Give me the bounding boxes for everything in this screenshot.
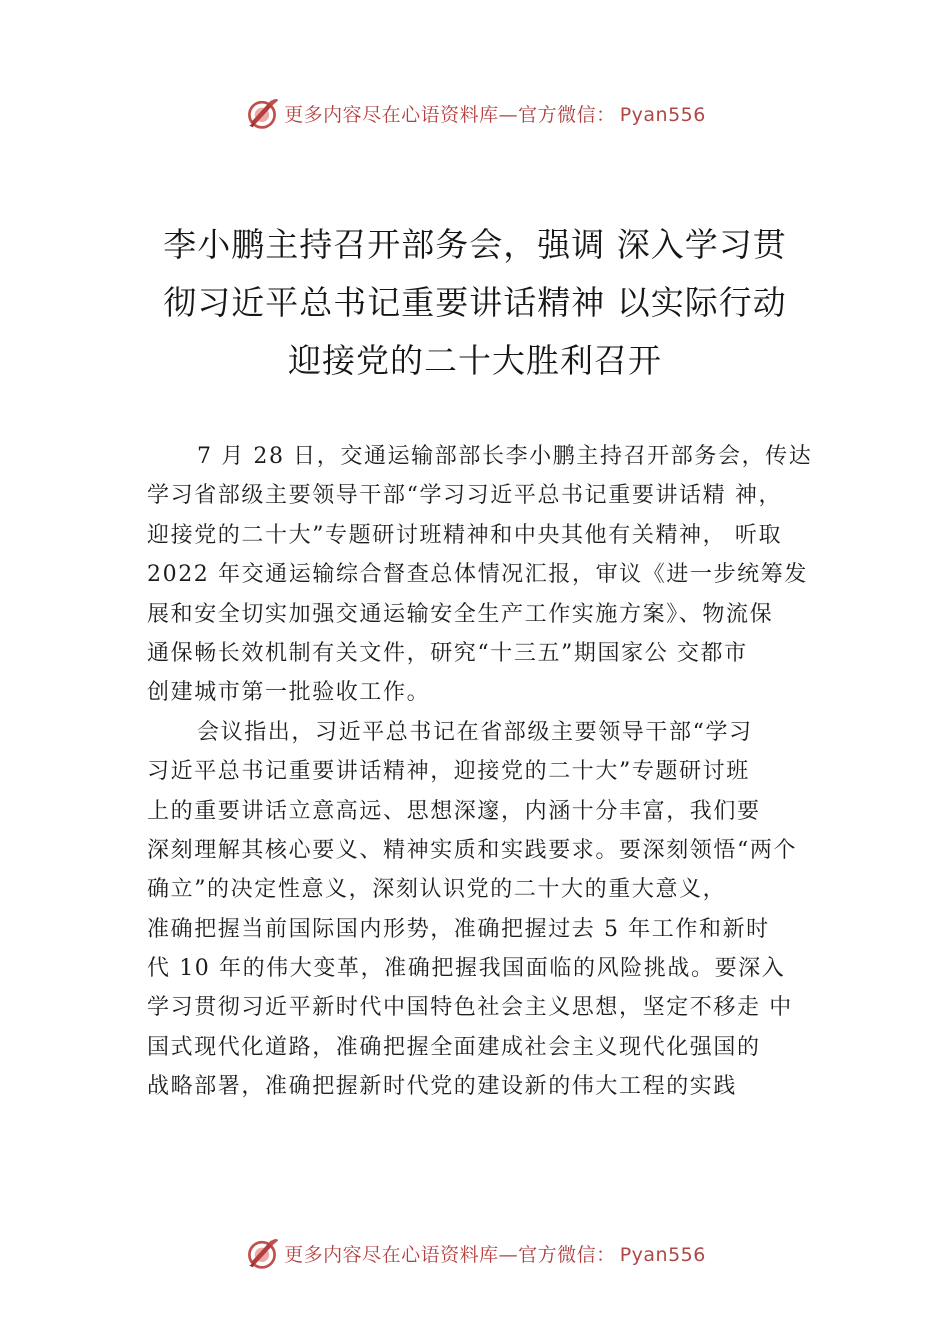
text-line: 展和安全切实加强交通运输安全生产工作实施方案》、物流保 [147,601,774,627]
text-line: 7 月 28 日，交通运输部部长李小鹏主持召开部务会，传达 [197,444,813,469]
title-line: 彻习近平总书记重要讲话精神 以实际行动 [163,283,787,322]
text-line: 会议指出，习近平总书记在省部级主要领导干部“学习 [197,719,753,745]
banner-main-text: 更多内容尽在心语资料库 [284,103,499,126]
header-banner [0,91,950,135]
banner-wechat-label: 官方微信： [518,1243,616,1266]
text-line: 习近平总书记重要讲话精神，迎接党的二十大”专题研讨班 [147,759,750,785]
article-title [130,216,820,390]
banner-dash: — [498,103,519,126]
banner-wechat-id: Pyan556 [619,103,706,126]
text-line: 战略部署，准确把握新时代党的建设新的伟大工程的实践 [147,1074,738,1100]
text-line: 国式现代化道路，准确把握全面建成社会主义现代化强国的 [147,1034,761,1060]
text-line: 学习贯彻习近平新时代中国特色社会主义思想，坚定不移走 中 [147,995,793,1021]
text-line: 确立”的决定性意义，深刻认识党的二十大的重大意义， [147,877,727,903]
banner-wechat-label: 官方微信： [518,103,616,126]
text-line: 准确把握当前国际国内形势，准确把握过去 5 年工作和新时 [147,916,770,942]
banner-text [284,100,706,127]
quill-pen-logo-icon [244,95,280,131]
footer-banner [0,1231,950,1275]
text-line: 学习省部级主要领导干部“学习习近平总书记重要讲话精 神， [147,483,783,509]
banner-text [284,1240,706,1267]
article-body [147,437,837,1107]
title-line: 迎接党的二十大胜利召开 [288,341,662,380]
text-line: 代 10 年的伟大变革，准确把握我国面临的风险挑战。要深入 [147,956,786,982]
quill-pen-logo-icon [244,1235,280,1271]
text-line: 通保畅长效机制有关文件，研究“十三五”期国家公 交都市 [147,640,748,666]
title-line: 李小鹏主持召开部务会，强调 深入学习贯 [163,225,787,264]
text-line: 上的重要讲话立意高远、思想深邃，内涵十分丰富，我们要 [147,798,761,824]
text-line: 深刻理解其核心要义、精神实质和实践要求。要深刻领悟“两个 [147,837,798,863]
banner-wechat-id: Pyan556 [619,1243,706,1266]
text-line: 迎接党的二十大”专题研讨班精神和中央其他有关精神， 听取 [147,522,783,548]
text-line: 2022 年交通运输综合督查总体情况汇报，审议《进一步统筹发 [147,562,808,588]
banner-dash: — [498,1243,519,1266]
paragraph-2 [147,713,837,1107]
text-line: 创建城市第一批验收工作。 [147,680,431,706]
paragraph-1 [147,437,837,713]
banner-main-text: 更多内容尽在心语资料库 [284,1243,499,1266]
